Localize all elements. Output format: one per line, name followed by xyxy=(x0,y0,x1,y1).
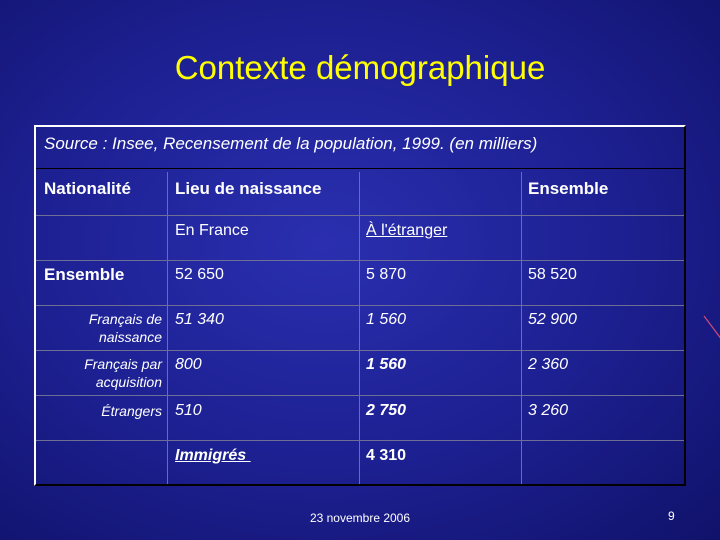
cell-etranger: 5 870 xyxy=(366,266,407,283)
row-label-ensemble: Ensemble xyxy=(44,265,125,284)
column-divider xyxy=(521,172,522,484)
row-label-francais-par-acquisition: Français par acquisition xyxy=(84,356,162,390)
footer-date: 23 novembre 2006 xyxy=(309,511,411,525)
cell-total: 2 360 xyxy=(528,356,569,373)
cell-etranger: 1 560 xyxy=(366,311,407,328)
cell-france: 800 xyxy=(175,356,202,373)
row-divider xyxy=(36,350,684,351)
decorative-line xyxy=(700,310,720,350)
row-label-etrangers: Étrangers xyxy=(101,403,162,419)
header-a-letranger: À l'étranger xyxy=(366,222,448,239)
row-divider xyxy=(36,260,684,261)
cell-total: 52 900 xyxy=(528,311,577,328)
cell-immigres-value: 4 310 xyxy=(366,447,407,464)
row-divider xyxy=(36,215,684,216)
slide-title: Contexte démographique xyxy=(174,49,546,86)
column-divider xyxy=(359,172,360,484)
cell-etranger: 2 750 xyxy=(366,402,407,419)
cell-etranger: 1 560 xyxy=(366,356,407,373)
row-divider xyxy=(36,395,684,396)
header-en-france: En France xyxy=(175,222,249,239)
row-divider xyxy=(36,440,684,441)
cell-france: 51 340 xyxy=(175,311,224,328)
cell-france: 510 xyxy=(175,402,202,419)
row-label-francais-de-naissance: Français de naissance xyxy=(88,311,162,345)
header-nationalite: Nationalité xyxy=(44,179,131,198)
header-lieu-de-naissance: Lieu de naissance xyxy=(175,179,322,198)
cell-total: 3 260 xyxy=(528,402,569,419)
row-divider xyxy=(36,305,684,306)
page-number: 9 xyxy=(668,509,675,523)
cell-immigres-label: Immigrés xyxy=(175,447,251,464)
column-divider xyxy=(167,172,168,484)
source-caption: Source : Insee, Recensement de la population, 1999. (en milliers) xyxy=(36,127,684,169)
cell-france: 52 650 xyxy=(175,266,224,283)
demographics-table xyxy=(34,125,686,486)
header-ensemble: Ensemble xyxy=(528,179,609,198)
cell-total: 58 520 xyxy=(528,266,577,283)
